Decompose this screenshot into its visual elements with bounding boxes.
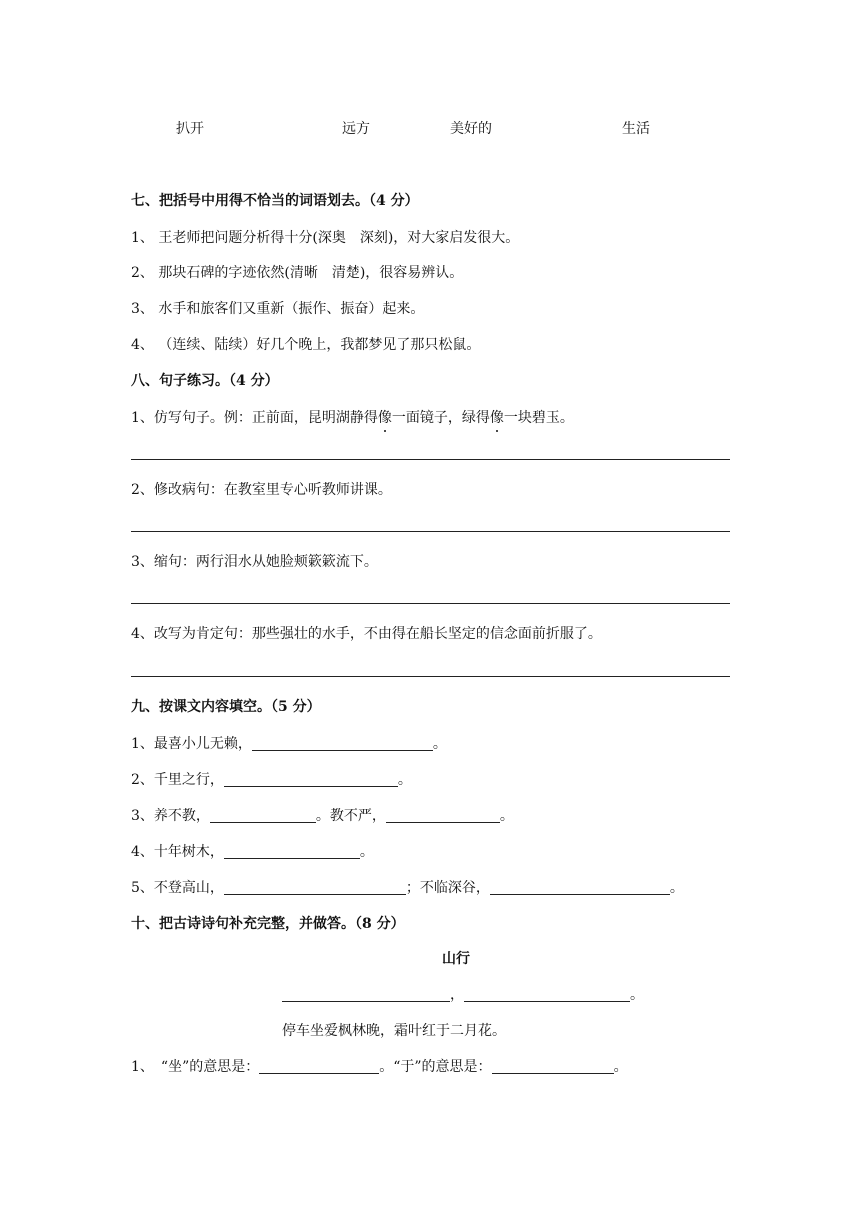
word-3: 美好的 xyxy=(450,121,492,137)
answer-line-1[interactable] xyxy=(131,459,730,460)
blank-field[interactable] xyxy=(252,736,433,751)
item-1-text-a: 1、仿写句子。例：正前面，昆明湖静得 xyxy=(131,410,378,426)
section-7-title: 七、把括号中用得不恰当的词语划去。（4 分） xyxy=(131,193,419,209)
section-8-item-4: 4、改写为肯定句：那些强壮的水手，不由得在船长坚定的信念面前折服了。 xyxy=(131,626,602,642)
period: 。 xyxy=(669,880,684,896)
item-2-label: 2、千里之行， xyxy=(131,772,224,788)
section-8-item-2: 2、修改病句：在教室里专心听教师讲课。 xyxy=(131,482,392,498)
word-1: 扒开 xyxy=(176,121,204,137)
item-1-text-b: 一面镜子，绿得 xyxy=(391,410,490,426)
item-3-label-b: 。教不严， xyxy=(315,808,386,824)
blank-field[interactable] xyxy=(259,1059,379,1074)
blank-field[interactable] xyxy=(224,772,398,787)
item-3-label-a: 3、养不教， xyxy=(131,808,210,824)
answer-line-4[interactable] xyxy=(131,676,730,677)
word-2: 远方 xyxy=(342,121,370,137)
period: 。 xyxy=(630,987,644,1003)
poem-title: 山行 xyxy=(442,951,470,967)
emphasis-dot-2: 像 xyxy=(489,410,504,426)
period: 。 xyxy=(613,1059,628,1075)
poem-line-2: 停车坐爱枫林晚，霜叶红于二月花。 xyxy=(282,1023,506,1039)
blank-field[interactable] xyxy=(282,987,450,1002)
period: 。 xyxy=(359,844,374,860)
item-1-text-c: 一块碧玉。 xyxy=(503,410,574,426)
period: 。 xyxy=(432,736,447,752)
section-9-title: 九、按课文内容填空。（5 分） xyxy=(131,699,321,715)
blank-field[interactable] xyxy=(492,1059,614,1074)
blank-field[interactable] xyxy=(224,844,360,859)
period: 。 xyxy=(499,808,514,824)
period: 。 xyxy=(397,772,412,788)
section-7-item-1: 1、 王老师把问题分析得十分(深奥 深刻)，对大家启发很大。 xyxy=(131,230,520,246)
comma: ， xyxy=(450,987,464,1003)
q1-label-b: 。“于”的意思是： xyxy=(379,1059,492,1075)
section-7-item-2: 2、 那块石碑的字迹依然(清晰 清楚)，很容易辨认。 xyxy=(131,265,464,281)
answer-line-2[interactable] xyxy=(131,531,730,532)
section-8-item-3: 3、缩句：两行泪水从她脸颊簌簌流下。 xyxy=(131,554,378,570)
poem-line-1 xyxy=(282,986,644,1004)
emphasis-dot-1: 像 xyxy=(377,410,392,426)
section-7-item-3: 3、 水手和旅客们又重新（振作、振奋）起来。 xyxy=(131,301,425,317)
item-5-label-b: ；不临深谷， xyxy=(405,880,490,896)
section-9-item-5 xyxy=(131,879,684,897)
answer-line-3[interactable] xyxy=(131,603,730,604)
blank-field[interactable] xyxy=(224,880,406,895)
section-7-item-4: 4、 （连续、陆续）好几个晚上，我都梦见了那只松鼠。 xyxy=(131,337,481,353)
blank-field[interactable] xyxy=(464,987,630,1002)
section-8-title: 八、句子练习。（4 分） xyxy=(131,373,279,389)
q1-label-a: 1、 “坐”的意思是： xyxy=(131,1059,260,1075)
item-4-label: 4、十年树木， xyxy=(131,844,224,860)
section-9-item-2 xyxy=(131,771,412,789)
section-9-item-4 xyxy=(131,843,374,861)
item-5-label-a: 5、不登高山， xyxy=(131,880,224,896)
section-10-title: 十、把古诗诗句补充完整，并做答。（8 分） xyxy=(131,916,405,932)
item-1-label: 1、最喜小儿无赖， xyxy=(131,736,252,752)
section-9-item-1 xyxy=(131,735,447,753)
blank-field[interactable] xyxy=(386,808,500,823)
word-4: 生活 xyxy=(622,121,650,137)
section-10-question-1 xyxy=(131,1058,628,1076)
section-8-item-1 xyxy=(131,409,574,427)
blank-field[interactable] xyxy=(490,880,670,895)
section-9-item-3 xyxy=(131,807,514,825)
blank-field[interactable] xyxy=(210,808,316,823)
